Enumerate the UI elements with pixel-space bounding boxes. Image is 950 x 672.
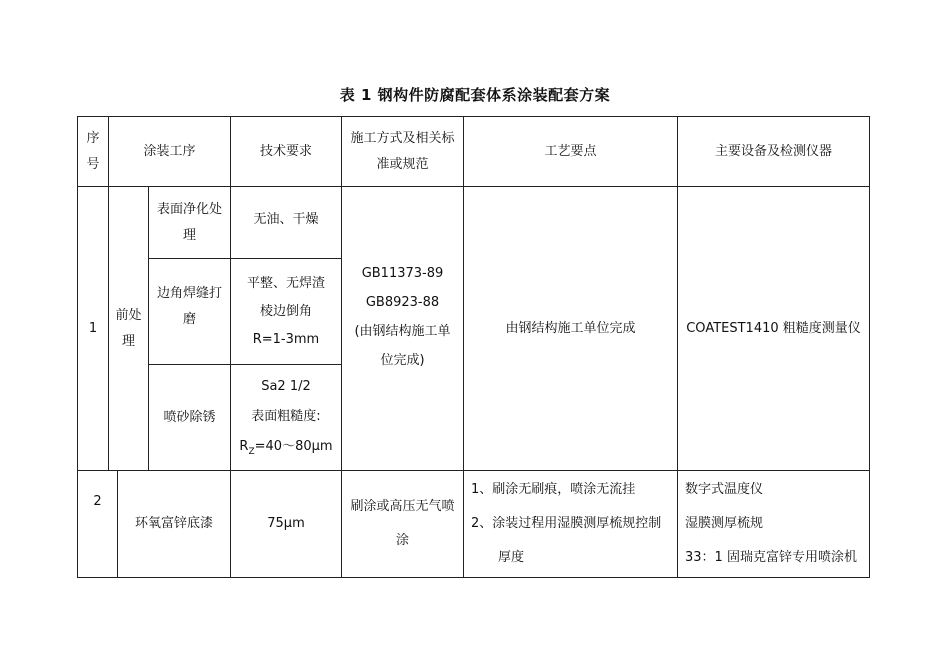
row1-sub3-tech-line2: 表面粗糙度: [251,409,321,424]
row1-method-line2: GB8923-88 [365,295,440,310]
row1-group [109,187,148,470]
row2-points-line1: 1、刷涂无刷痕，喷涂无流挂 [471,482,636,497]
row1-sub1-name [149,187,230,258]
row1-seq [78,187,108,470]
roughness-symbol-r: R [239,439,249,454]
row1-sub2-tech [231,259,341,364]
header-points-label: 工艺要点 [544,143,597,159]
row1-sub1-name-line1: 表面净化处 [156,201,222,217]
table-border-right [869,116,870,578]
header-tech [231,117,341,186]
row1-sub3-name [149,365,230,470]
row2-seq [78,471,117,577]
roughness-symbol-z: Z [248,447,255,457]
row1-sub2-name-line1: 边角焊缝打 [156,286,222,301]
row1-sub2-tech-line1: 平整、无焊渣 [246,275,325,291]
header-seq [78,117,108,186]
header-process [109,117,230,186]
row1-sub1-tech [231,187,341,258]
row1-group-line2: 理 [121,333,135,349]
row1-sub1-name-line2: 理 [182,227,196,243]
row2-method [342,471,463,577]
table-border-bottom [77,577,870,578]
row1-sub3-tech [231,365,341,470]
roughness-range: =40～80μm [254,439,333,454]
row1-method [342,187,463,470]
header-seq-line2: 号 [86,156,100,172]
row1-sub3-tech-line3 [239,432,332,463]
row2-points-line3: 厚度 [498,550,525,565]
header-tech-label: 技术要求 [259,143,312,159]
row2-equip [678,471,869,577]
row1-sub2-name [149,259,230,364]
row2-equip-line1: 数字式温度仪 [685,482,764,497]
row2-points [464,471,677,577]
row1-sub3-tech-line1: Sa2 1/2 [261,379,311,394]
header-method-line2: 准或规范 [376,156,429,172]
row1-equip-value: COATEST1410 粗糙度测量仪 [686,320,861,336]
row2-process-value: 环氧富锌底漆 [134,516,213,531]
row1-sub3-name-value: 喷砂除锈 [163,409,216,425]
row1-sub2-tech-line3: R=1-3mm [252,331,320,347]
header-process-label: 涂装工序 [143,143,196,159]
row1-sub2-tech-line2: 棱边倒角 [259,303,312,319]
header-seq-line1: 序 [86,130,100,146]
row1-sub2-name-line2: 磨 [182,312,196,327]
row2-process [118,471,230,577]
row1-points-value: 由钢结构施工单位完成 [505,320,636,336]
row1-group-line1: 前处 [115,307,142,323]
row1-method-line3: (由钢结构施工单 [354,324,451,339]
row1-sub1-tech-value: 无油、干燥 [253,212,319,227]
table-title: 表 1 钢构件防腐配套体系涂装配套方案 [339,86,611,104]
header-method [342,117,463,186]
row2-equip-line3: 33：1 固瑞克富锌专用喷涂机 [685,550,857,565]
row1-seq-value: 1 [88,320,98,336]
row1-method-line1: GB11373-89 [361,266,444,281]
row2-equip-line2: 湿膜测厚梳规 [685,516,764,531]
row1-points [464,187,677,470]
row2-points-line2: 2、涂装过程用湿膜测厚梳规控制 [471,516,662,531]
row2-method-line1: 刷涂或高压无气喷 [350,499,455,514]
row2-method-line2: 涂 [395,533,409,548]
header-equip-label: 主要设备及检测仪器 [714,143,832,159]
row2-seq-value: 2 [93,494,102,509]
row2-tech [231,471,341,577]
row1-equip [678,187,869,470]
header-points [464,117,677,186]
header-method-line1: 施工方式及相关标 [350,130,455,146]
header-equip [678,117,869,186]
row2-tech-value: 75μm [267,516,305,531]
row1-method-line4: 位完成) [380,353,425,368]
